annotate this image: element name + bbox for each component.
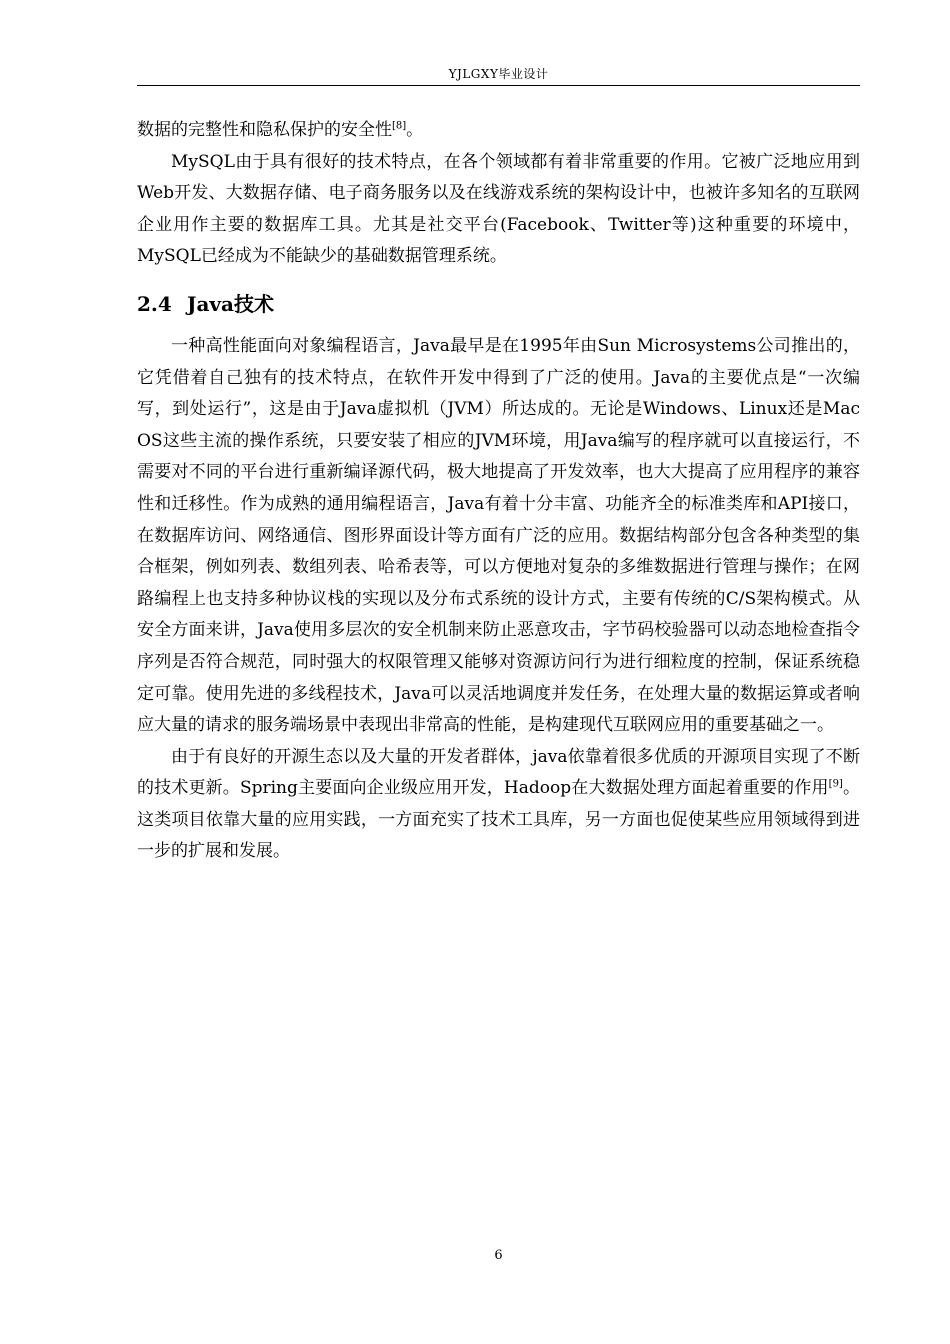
paragraph-mysql: MySQL由于具有很好的技术特点，在各个领域都有着非常重要的作用。它被广泛地应用到Web开发、大数据存储、电子商务服务以及在线游戏系统的架构设计中，也被许多知名的互联网企业用作主要的数据库工具。尤其是社交平台(Facebook、Twitter等)这种重要的环境中，MySQL已经成为不能缺少的基础数据管理系统。 xyxy=(137,151,860,267)
section-heading xyxy=(137,273,860,331)
page-header: YJLGXY毕业设计 xyxy=(448,67,549,81)
section-title: Java技术 xyxy=(187,291,275,316)
header-rule xyxy=(137,85,860,86)
paragraph-text-tail: 。这类项目依靠大量的应用实践，一方面充实了技术工具库，另一方面也促使某些应用领域得到进一步的扩展和发展。 xyxy=(137,778,861,862)
paragraph-text-tail: 。 xyxy=(406,120,424,140)
paragraph-java-ecosystem xyxy=(137,742,860,868)
paragraph-java-overview: 一种高性能面向对象编程语言，Java最早是在1995年由Sun Microsystems公司推出的，它凭借着自己独有的技术特点，在软件开发中得到了广泛的使用。Java的主要优点是“一次编写，到处运行”，这是由于Java虚拟机（JVM）所达成的。无论是Windows、Linux还是Mac OS这些主流的操作系统，只要安装了相应的JVM环境，用Java编写的程序就可以直接运行，不需要对不同的平台进行重新编译源代码，极大地提高了开发效率，也大大提高了应用程序的兼容性和迁移性。作为成熟的通用编程语言，Java有着十分丰富、功能齐全的标准类库和API接口，在数据库访问、网络通信、图形界面设计等方面有广泛的应用。数据结构部分包含各种类型的集合框架，例如列表、数组列表、哈希表等，可以方便地对复杂的多维数据进行管理与操作；在网路编程上也支持多种协议栈的实现以及分布式系统的设计方式，主要有传统的C/S架构模式。从安全方面来讲，Java使用多层次的安全机制来防止恶意攻击，字节码校验器可以动态地检查指令序列是否符合规范，同时强大的权限管理又能够对资源访问行为进行细粒度的控制，保证系统稳定可靠。使用先进的多线程技术，Java可以灵活地调度并发任务，在处理大量的数据运算或者响应大量的请求的服务端场景中表现出非常高的性能，是构建现代互联网应用的重要基础之一。 xyxy=(137,335,860,736)
body-content xyxy=(137,115,860,868)
page-number: 6 xyxy=(494,1248,503,1263)
section-number: 2.4 xyxy=(137,291,172,316)
citation-ref: [8] xyxy=(392,120,407,132)
paragraph-text: 由于有良好的开源生态以及大量的开发者群体，java依靠着很多优质的开源项目实现了不断的技术更新。Spring主要面向企业级应用开发，Hadoop在大数据处理方面起着重要的作用 xyxy=(137,746,860,799)
citation-ref: [9] xyxy=(828,778,843,790)
paragraph-text: 数据的完整性和隐私保护的安全性 xyxy=(137,120,392,140)
paragraph-continuation xyxy=(137,115,860,147)
